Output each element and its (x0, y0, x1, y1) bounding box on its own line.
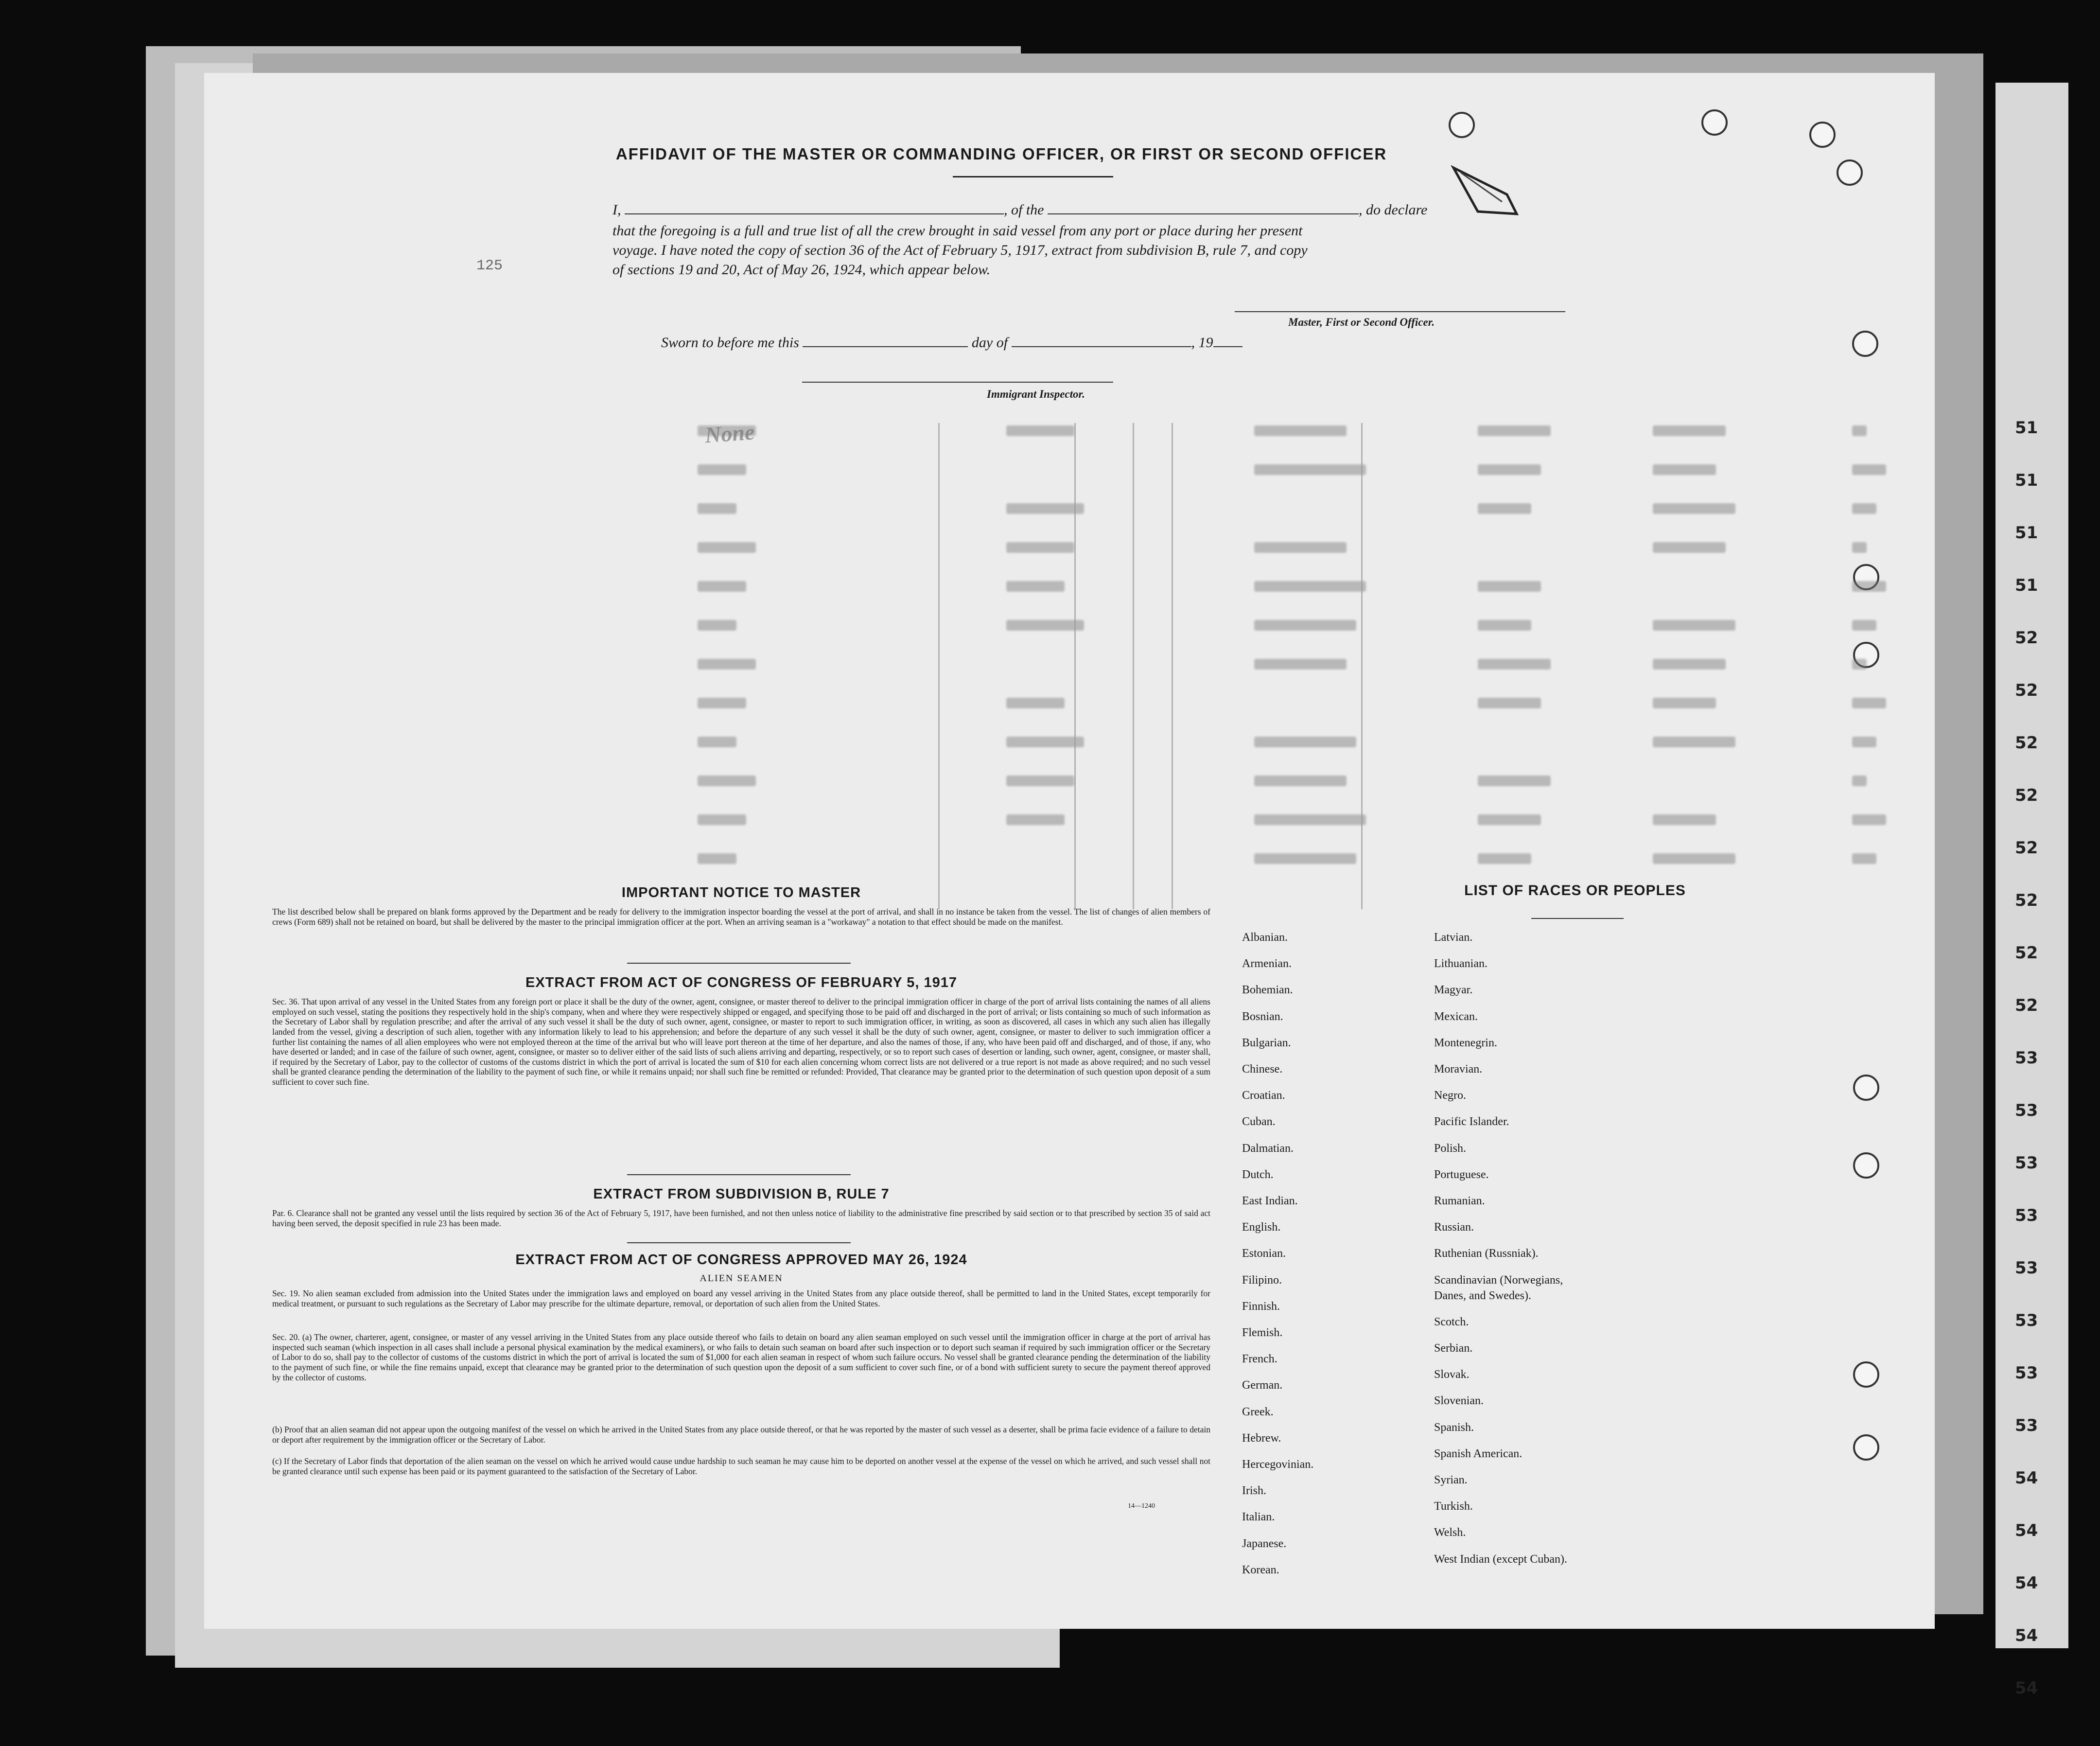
race-item: Spanish American. (1434, 1447, 1522, 1460)
faded-row (204, 737, 1662, 756)
faded-cell (1653, 425, 1726, 436)
faded-cell (698, 814, 746, 825)
faded-row (204, 814, 1662, 834)
race-item: Cuban. (1242, 1115, 1276, 1129)
faded-cell (698, 737, 736, 747)
faded-cell (1852, 776, 1867, 786)
strip-number: 52 (2015, 943, 2038, 963)
inspector-signature-caption: Immigrant Inspector. (987, 388, 1085, 400)
faded-cell (698, 581, 746, 592)
faded-cell (1653, 659, 1726, 670)
race-item: Negro. (1434, 1089, 1466, 1102)
faded-cell (698, 503, 736, 514)
strip-number: 51 (2015, 418, 2038, 438)
strip-number: 54 (2015, 1573, 2038, 1593)
race-item: Croatian. (1242, 1089, 1285, 1102)
faded-cell (1006, 542, 1074, 553)
faded-cell (698, 698, 746, 708)
sworn-label: Sworn to before me this (661, 335, 799, 351)
strip-number: 53 (2015, 1311, 2038, 1330)
race-item: Spanish. (1434, 1421, 1474, 1434)
race-item: German. (1242, 1379, 1283, 1392)
strip-number: 52 (2015, 733, 2038, 753)
faded-cell (1006, 581, 1065, 592)
faded-handwritten-note: None (704, 419, 755, 448)
faded-cell (698, 776, 756, 786)
declarant-name-blank[interactable] (625, 213, 1004, 214)
race-item: Rumanian. (1434, 1195, 1485, 1207)
faded-cell (1478, 503, 1531, 514)
race-item: Russian. (1434, 1221, 1474, 1234)
faded-row (204, 853, 1662, 873)
faded-cell (1006, 503, 1084, 514)
faded-cell (1254, 659, 1347, 670)
faded-cell (1852, 542, 1867, 553)
strip-number: 53 (2015, 1153, 2038, 1173)
punch-hole (1449, 112, 1475, 138)
race-item: Moravian. (1434, 1063, 1483, 1076)
faded-row (204, 620, 1662, 639)
extract-1917-title: EXTRACT FROM ACT OF CONGRESS OF FEBRUARY 5, 1917 (525, 975, 958, 990)
faded-cell (1006, 698, 1065, 708)
strip-number: 54 (2015, 1521, 2038, 1540)
race-item: Montenegrin. (1434, 1036, 1497, 1049)
race-item: Finnish. (1242, 1300, 1280, 1313)
punch-hole (1853, 1434, 1879, 1461)
faded-column-line (1133, 423, 1134, 909)
punch-hole (1853, 1361, 1879, 1388)
faded-cell (698, 659, 756, 670)
inspector-signature-blank[interactable] (802, 382, 1113, 383)
faded-cell (1254, 737, 1356, 747)
strip-number: 52 (2015, 628, 2038, 648)
faded-cell (1006, 620, 1084, 631)
faded-row (204, 698, 1662, 717)
faded-cell (1653, 620, 1735, 631)
year-label: , 19 (1191, 335, 1213, 351)
faded-cell (1478, 814, 1541, 825)
stamped-number: 125 (476, 258, 503, 274)
faded-cell (1254, 425, 1347, 436)
faded-cell (1478, 581, 1541, 592)
declarant-label: I, (612, 202, 621, 218)
faded-cell (698, 464, 746, 475)
strip-number: 52 (2015, 891, 2038, 910)
master-signature-blank[interactable] (1235, 311, 1565, 312)
punch-hole (1809, 122, 1836, 148)
faded-row (204, 425, 1662, 445)
faded-cell (1254, 853, 1356, 864)
faded-cell (1254, 542, 1347, 553)
faded-cell (1478, 776, 1551, 786)
faded-cell (698, 425, 756, 436)
race-item: Armenian. (1242, 957, 1292, 970)
race-item: Hercegovinian. (1242, 1458, 1314, 1471)
strip-number: 52 (2015, 786, 2038, 805)
faded-column-line (1074, 423, 1076, 909)
race-item: Bulgarian. (1242, 1036, 1291, 1049)
faded-cell (698, 542, 756, 553)
sworn-line (661, 335, 1242, 351)
faded-cell (1653, 853, 1735, 864)
faded-cell (1852, 503, 1876, 514)
race-item: Japanese. (1242, 1537, 1287, 1550)
faded-cell (1653, 503, 1735, 514)
races-title: LIST OF RACES OR PEOPLES (1464, 882, 1686, 899)
faded-cell (1653, 814, 1716, 825)
race-item: Bosnian. (1242, 1010, 1283, 1023)
faded-cell (1254, 581, 1366, 592)
faded-cell (1478, 698, 1541, 708)
strip-number: 53 (2015, 1258, 2038, 1278)
faded-row (204, 542, 1662, 562)
punch-hole (1837, 159, 1863, 186)
faded-cell (1006, 737, 1084, 747)
race-item: Magyar. (1434, 984, 1473, 997)
race-item: East Indian. (1242, 1195, 1298, 1207)
torn-corner-mark (1449, 165, 1522, 219)
rule-7-text: Par. 6. Clearance shall not be granted any vessel until the lists required by section 36 of the Act of February 5, 1917, have been furnished, and not then unless notice of liability to the administrative fine prescribed by said section or to that prescribed by section 35 of said act having been served, the deposit specified in rule 23 has been made. (272, 1208, 1210, 1228)
declare-label: , do declare (1359, 202, 1428, 218)
faded-cell (1852, 425, 1867, 436)
races-rule (1531, 918, 1624, 919)
race-item: Latvian. (1434, 931, 1473, 944)
faded-cell (698, 853, 736, 864)
extract-1924-subtitle: ALIEN SEAMEN (700, 1273, 783, 1284)
race-item: Filipino. (1242, 1273, 1282, 1287)
strip-number: 52 (2015, 681, 2038, 700)
race-item: Greek. (1242, 1405, 1274, 1418)
affidavit-line-1 (612, 202, 1427, 218)
race-item: Slovak. (1434, 1368, 1470, 1381)
strip-number: 52 (2015, 996, 2038, 1015)
vessel-label: , of the (1004, 202, 1044, 218)
race-item: Bohemian. (1242, 984, 1293, 997)
race-item: Albanian. (1242, 931, 1288, 944)
faded-cell (1254, 464, 1366, 475)
race-item: Mexican. (1434, 1010, 1478, 1023)
race-item: Dalmatian. (1242, 1142, 1294, 1155)
extract-1924-title: EXTRACT FROM ACT OF CONGRESS APPROVED MAY 26, 1924 (515, 1252, 967, 1268)
affidavit-title: AFFIDAVIT OF THE MASTER OR COMMANDING OFFICER, OR FIRST OR SECOND OFFICER (615, 145, 1387, 163)
faded-cell (1478, 620, 1531, 631)
strip-number: 54 (2015, 1468, 2038, 1488)
strip-number: 51 (2015, 576, 2038, 595)
affidavit-line-2: that the foregoing is a full and true list of all the crew brought in said vessel from any port or place during her present (612, 223, 1303, 239)
manifest-page (204, 73, 1935, 1629)
race-item: Irish. (1242, 1484, 1266, 1498)
faded-cell (1852, 814, 1886, 825)
faded-row (204, 581, 1662, 600)
sworn-day-blank[interactable] (803, 346, 968, 347)
race-item: Serbian. (1434, 1342, 1473, 1355)
vessel-name-blank[interactable] (1048, 213, 1359, 214)
punch-hole (1853, 1152, 1879, 1179)
faded-cell (1852, 659, 1867, 670)
race-item: French. (1242, 1353, 1278, 1366)
strip-number: 52 (2015, 838, 2038, 858)
strip-number: 54 (2015, 1626, 2038, 1645)
punch-hole (1853, 1075, 1879, 1101)
adjacent-page-strip (1995, 83, 2068, 1698)
faded-cell (1006, 425, 1074, 436)
faded-cell (1852, 698, 1886, 708)
faded-column-line (1361, 423, 1363, 909)
race-item: Dutch. (1242, 1168, 1274, 1181)
race-item: Welsh. (1434, 1526, 1466, 1539)
faded-cell (1254, 814, 1366, 825)
faded-row (204, 503, 1662, 523)
faded-cell (1852, 581, 1886, 592)
race-item: English. (1242, 1221, 1281, 1234)
faded-cell (1478, 464, 1541, 475)
faded-column-line (1172, 423, 1173, 909)
strip-number: 51 (2015, 471, 2038, 490)
notice-title: IMPORTANT NOTICE TO MASTER (621, 885, 861, 900)
faded-cell (1653, 464, 1716, 475)
race-item: Ruthenian (Russniak). (1434, 1247, 1539, 1260)
form-number: 14—1240 (1128, 1502, 1155, 1510)
section-20b-text: (b) Proof that an alien seaman did not appear upon the outgoing manifest of the vessel on which he arrived in the United States from any place outside thereof, or that he was reported by the master of such vessel as a deserter, shall be prima facie evidence of a failure to detain or deport after requirement by the immigration officer or the Secretary of Labor. (272, 1425, 1210, 1445)
strip-number: 53 (2015, 1206, 2038, 1225)
strip-number: 53 (2015, 1363, 2038, 1383)
strip-number: 53 (2015, 1048, 2038, 1068)
affidavit-line-3: voyage. I have noted the copy of section 36 of the Act of February 5, 1917, extract from subdivision B, rule 7, and copy (612, 242, 1308, 258)
title-rule (953, 176, 1113, 177)
sworn-month-blank[interactable] (1012, 346, 1191, 347)
race-item: Korean. (1242, 1563, 1279, 1576)
punch-hole (1701, 109, 1728, 136)
faded-cell (1852, 464, 1886, 475)
section-rule (627, 963, 851, 964)
rule-7-title: EXTRACT FROM SUBDIVISION B, RULE 7 (593, 1186, 890, 1202)
strip-number: 53 (2015, 1416, 2038, 1435)
strip-number: 54 (2015, 1678, 2038, 1698)
faded-cell (1852, 620, 1876, 631)
faded-column-line (938, 423, 940, 909)
faded-cell (1653, 737, 1735, 747)
sworn-year-blank[interactable] (1213, 346, 1242, 347)
section-20c-text: (c) If the Secretary of Labor finds that deportation of the alien seaman on the vessel on which he arrived would cause undue hardship to such seaman he may cause him to be deported on another vessel at the expense of the vessel on which he arrived, and such vessel shall not be granted clearance until such expense has been paid or its payment guaranteed to the satisfaction of the Secretary of Labor. (272, 1456, 1210, 1476)
race-item: Flemish. (1242, 1326, 1283, 1339)
race-item: Italian. (1242, 1511, 1275, 1524)
faded-cell (698, 620, 736, 631)
faded-cell (1006, 814, 1065, 825)
punch-hole (1852, 331, 1878, 357)
faded-cell (1478, 853, 1531, 864)
faded-row (204, 464, 1662, 484)
race-item: Polish. (1434, 1142, 1467, 1155)
faded-cell (1653, 542, 1726, 553)
faded-cell (1254, 776, 1347, 786)
race-item: Slovenian. (1434, 1394, 1484, 1408)
race-item: Portuguese. (1434, 1168, 1489, 1181)
faded-cell (1852, 853, 1876, 864)
race-item: Estonian. (1242, 1247, 1286, 1260)
strip-number: 53 (2015, 1101, 2038, 1120)
race-item: Syrian. (1434, 1474, 1468, 1486)
race-item: Chinese. (1242, 1063, 1283, 1076)
section-rule (627, 1174, 851, 1175)
strip-number: 51 (2015, 523, 2038, 543)
race-item: West Indian (except Cuban). (1434, 1552, 1567, 1566)
day-of-label: day of (971, 335, 1008, 351)
notice-text: The list described below shall be prepared on blank forms approved by the Department and be ready for delivery to the immigration inspector boarding the vessel at the port of arrival, and shall in no instance be taken from the vessel. The list of changes of alien members of crews (Form 689) shall not be retained on board, but shall be delivered by the master to the principal immigration officer at the port. When an arriving seaman is a "workaway" a notation to that effect should be made on the manifest. (272, 907, 1210, 927)
faded-cell (1006, 776, 1074, 786)
race-item: Turkish. (1434, 1500, 1473, 1513)
faded-cell (1852, 737, 1876, 747)
section-19-text: Sec. 19. No alien seaman excluded from admission into the United States under the immigration laws and employed on board any vessel arriving in the United States from any place outside thereof, shall be permitted to land in the United States, except temporarily for medical treatment, or pursuant to such regulations as the Secretary of Labor may prescribe for the ultimate departure, removal, or deportation of such alien from the United States. (272, 1288, 1210, 1308)
race-item: Scotch. (1434, 1315, 1469, 1328)
section-rule (627, 1242, 851, 1243)
faded-row (204, 659, 1662, 678)
extract-1917-text: Sec. 36. That upon arrival of any vessel in the United States from any foreign port or place it shall be the duty of the owner, agent, consignee, or master thereof to deliver to the principal immigration officer in charge of the port of arrival lists containing the names of all aliens employed on such vessel, stating the positions they respectively hold in the ship's company, when and where they were respectively shipped or engaged, and specifying those to be paid off and discharged in the port of arrival; or lists containing so much of such information as the Secretary of Labor shall by regulation prescribe; and after the arrival of any such vessel it shall be the duty of such owner, agent, consignee, or master to report to such immigration officer, in writing, as soon as discovered, all cases in which any such alien has illegally landed from the vessel, giving a description of such alien, together with any information likely to lead to his apprehension; and before the departure of any such vessel it shall be the duty of such owner, agent, consignee, or master to deliver to such immigration officer a further list containing the names of all alien employees who were not employed thereon at the time of the arrival but who will leave port thereon at the time of her departure, and also the names of those, if any, who have been paid off and discharged, and of those, if any, who have deserted or landed; and in case of the failure of such owner, agent, consignee, or master so to deliver either of the said lists of such aliens arriving and departing, respectively, or so to report such cases of desertion or landing, such owner, agent, consignee, or master shall, if required by the Secretary of Labor, pay to the collector of customs of the customs district in which the port of arrival is located the sum of $10 for each alien concerning whom correct lists are not delivered or a true report is not made as above required; and no such vessel shall be granted clearance pending the determination of the liability to the payment of such fine, or while it remains unpaid; nor shall such fine be remitted or refunded: Provided, That clearance may be granted prior to the determination of such question upon deposit of a sum sufficient to cover such fine. (272, 997, 1210, 1087)
faded-cell (1254, 620, 1356, 631)
affidavit-line-4: of sections 19 and 20, Act of May 26, 1924, which appear below. (612, 262, 991, 278)
faded-cell (1478, 425, 1551, 436)
race-item: Lithuanian. (1434, 957, 1488, 970)
race-item: Pacific Islander. (1434, 1115, 1509, 1129)
race-item: Scandinavian (Norwegians, (1434, 1273, 1563, 1287)
faded-cell (1653, 698, 1716, 708)
section-20a-text: Sec. 20. (a) The owner, charterer, agent, consignee, or master of any vessel arriving in the United States from any place outside thereof who fails to detain on board any alien seaman employed on such vessel until the immigration officer in charge at the port of arrival has inspected such seaman (which inspection in all cases shall include a personal physical examination by the medical examiners), or who fails to detain such seaman on board after such inspection or to deport such seaman if required by such immigration officer or the Secretary of Labor to do so, shall pay to the collector of customs of the customs district in which the port of arrival is located the sum of $1,000 for each alien seaman in respect of whom such failure occurs. No vessel shall be granted clearance pending the determination of the liability to the payment of such fine, or while the fine remains unpaid, except that clearance may be granted prior to the determination of such question upon the deposit of a sum sufficient to cover such fine, or of a bond with sufficient surety to secure the payment thereof approved by the collector of customs. (272, 1332, 1210, 1382)
faded-row (204, 776, 1662, 795)
race-item: Danes, and Swedes). (1434, 1289, 1531, 1302)
faded-cell (1478, 659, 1551, 670)
master-signature-caption: Master, First or Second Officer. (1288, 316, 1435, 328)
race-item: Hebrew. (1242, 1431, 1281, 1445)
